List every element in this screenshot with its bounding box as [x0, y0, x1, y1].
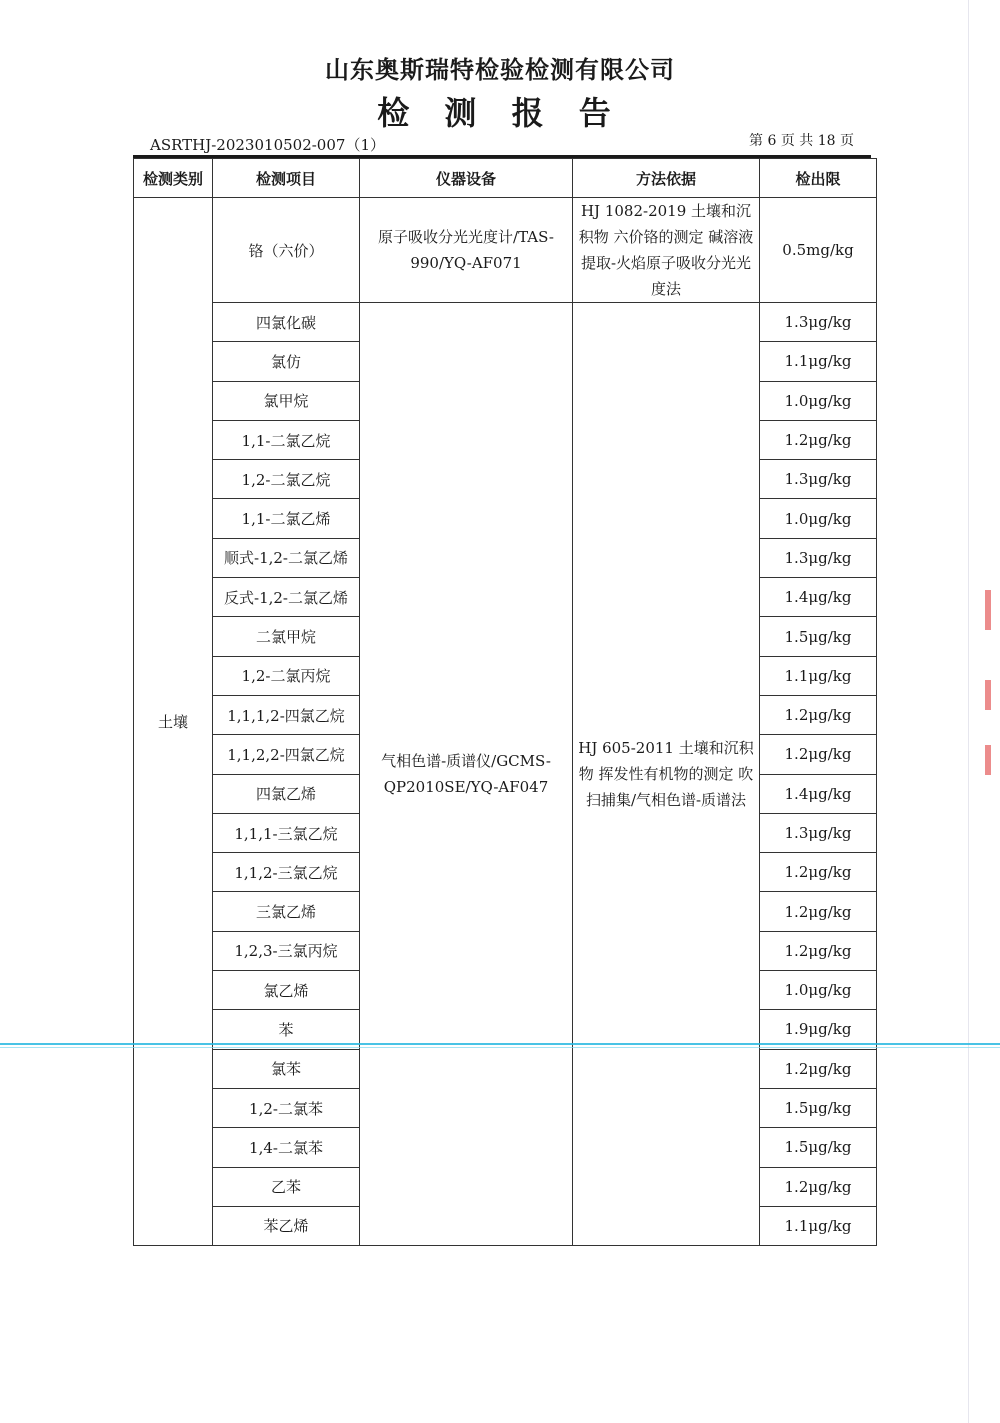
- category-cell: 土壤: [134, 198, 213, 1246]
- item-cell: 1,1,2,2-四氯乙烷: [213, 735, 360, 774]
- limit-cell: 1.9μg/kg: [760, 1010, 877, 1049]
- page-info: 第 6 页 共 18 页: [749, 133, 854, 149]
- header-item: 检测项目: [213, 159, 360, 198]
- table-row: [134, 303, 877, 342]
- header-limit: 检出限: [760, 159, 877, 198]
- seal-edge-mark: [985, 590, 991, 630]
- method-cell: HJ 605-2011 土壤和沉积物 挥发性有机物的测定 吹扫捕集/气相色谱-质谱法: [573, 303, 760, 1246]
- header-category: 检测类别: [134, 159, 213, 198]
- limit-cell: 1.3μg/kg: [760, 303, 877, 342]
- limit-cell: 1.2μg/kg: [760, 1167, 877, 1206]
- limit-cell: 1.4μg/kg: [760, 774, 877, 813]
- limit-cell: 1.2μg/kg: [760, 892, 877, 931]
- limit-cell: 1.1μg/kg: [760, 1206, 877, 1245]
- item-cell: 1,1,2-三氯乙烷: [213, 853, 360, 892]
- limit-cell: 1.1μg/kg: [760, 656, 877, 695]
- item-cell: 乙苯: [213, 1167, 360, 1206]
- item-cell: 氯苯: [213, 1049, 360, 1088]
- item-cell: 1,1-二氯乙烯: [213, 499, 360, 538]
- limit-cell: 1.3μg/kg: [760, 460, 877, 499]
- item-cell: 反式-1,2-二氯乙烯: [213, 578, 360, 617]
- item-cell: 三氯乙烯: [213, 892, 360, 931]
- report-number: ASRTHJ-2023010502-007（1）: [150, 136, 385, 154]
- item-cell: 1,2-二氯苯: [213, 1088, 360, 1127]
- limit-cell: 1.2μg/kg: [760, 420, 877, 459]
- limit-cell: 1.2μg/kg: [760, 931, 877, 970]
- item-cell: 1,1,1-三氯乙烷: [213, 813, 360, 852]
- item-cell: 二氯甲烷: [213, 617, 360, 656]
- item-cell: 四氯化碳: [213, 303, 360, 342]
- item-cell: 四氯乙烯: [213, 774, 360, 813]
- item-cell: 1,2-二氯丙烷: [213, 656, 360, 695]
- limit-cell: 0.5mg/kg: [760, 198, 877, 303]
- report-title: 检 测 报 告: [377, 94, 623, 132]
- limit-cell: 1.2μg/kg: [760, 853, 877, 892]
- limit-cell: 1.2μg/kg: [760, 735, 877, 774]
- item-cell: 氯乙烯: [213, 971, 360, 1010]
- instrument-cell: 原子吸收分光光度计/TAS-990/YQ-AF071: [360, 198, 573, 303]
- item-cell: 铬（六价）: [213, 198, 360, 303]
- limit-cell: 1.2μg/kg: [760, 1049, 877, 1088]
- limit-cell: 1.5μg/kg: [760, 1128, 877, 1167]
- scan-artifact-line: [0, 1047, 1000, 1048]
- company-name: 山东奥斯瑞特检验检测有限公司: [325, 56, 675, 84]
- limit-cell: 1.1μg/kg: [760, 342, 877, 381]
- item-cell: 1,4-二氯苯: [213, 1128, 360, 1167]
- seal-edge-mark: [985, 745, 991, 775]
- limit-cell: 1.5μg/kg: [760, 617, 877, 656]
- scan-edge: [968, 0, 969, 1423]
- limit-cell: 1.4μg/kg: [760, 578, 877, 617]
- test-report-table: [133, 158, 877, 1246]
- seal-edge-mark: [985, 680, 991, 710]
- limit-cell: 1.0μg/kg: [760, 499, 877, 538]
- header-method: 方法依据: [573, 159, 760, 198]
- item-cell: 苯: [213, 1010, 360, 1049]
- item-cell: 1,2,3-三氯丙烷: [213, 931, 360, 970]
- item-cell: 1,1-二氯乙烷: [213, 420, 360, 459]
- limit-cell: 1.0μg/kg: [760, 381, 877, 420]
- limit-cell: 1.5μg/kg: [760, 1088, 877, 1127]
- method-cell: HJ 1082-2019 土壤和沉积物 六价铬的测定 碱溶液提取-火焰原子吸收分光光度法: [573, 198, 760, 303]
- limit-cell: 1.0μg/kg: [760, 971, 877, 1010]
- instrument-cell: 气相色谱-质谱仪/GCMS-QP2010SE/YQ-AF047: [360, 303, 573, 1246]
- limit-cell: 1.3μg/kg: [760, 813, 877, 852]
- limit-cell: 1.3μg/kg: [760, 538, 877, 577]
- item-cell: 1,1,1,2-四氯乙烷: [213, 695, 360, 734]
- limit-cell: 1.2μg/kg: [760, 695, 877, 734]
- item-cell: 氯仿: [213, 342, 360, 381]
- header-instrument: 仪器设备: [360, 159, 573, 198]
- item-cell: 顺式-1,2-二氯乙烯: [213, 538, 360, 577]
- item-cell: 氯甲烷: [213, 381, 360, 420]
- scan-artifact-line: [0, 1043, 1000, 1045]
- item-cell: 1,2-二氯乙烷: [213, 460, 360, 499]
- item-cell: 苯乙烯: [213, 1206, 360, 1245]
